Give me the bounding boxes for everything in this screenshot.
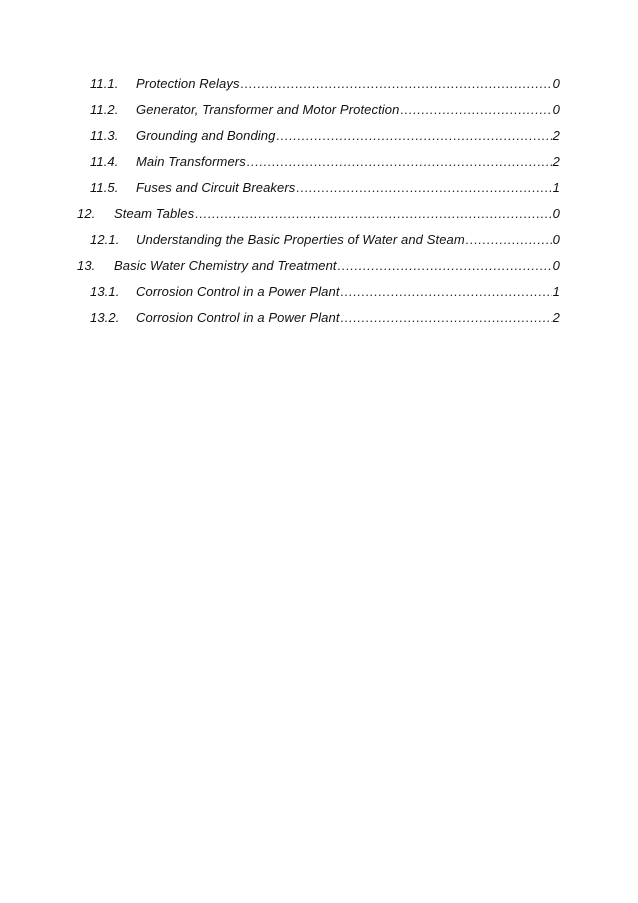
dot-leader bbox=[247, 152, 552, 172]
dot-leader bbox=[341, 308, 552, 328]
toc-entry-number: 11.4. bbox=[90, 154, 119, 169]
toc-entry-page-number: 0 bbox=[552, 76, 560, 91]
toc-entry-title: Understanding the Basic Properties of Water and Steam bbox=[136, 232, 465, 247]
toc-entry-11-4[interactable] bbox=[90, 152, 560, 172]
toc-entry-title: Protection Relays bbox=[136, 76, 240, 91]
toc-entry-title: Grounding and Bonding bbox=[136, 128, 276, 143]
toc-entry-page-number: 2 bbox=[552, 310, 560, 325]
toc-entry-number: 11.1. bbox=[90, 76, 119, 91]
dot-leader bbox=[195, 204, 551, 224]
dot-leader bbox=[466, 230, 552, 250]
dot-leader bbox=[276, 126, 551, 146]
toc-entry-title: Generator, Transformer and Motor Protection bbox=[136, 102, 400, 117]
toc-entry-title: Corrosion Control in a Power Plant bbox=[136, 284, 340, 299]
toc-entry-11-1[interactable] bbox=[90, 74, 560, 94]
toc-entry-page-number: 0 bbox=[552, 102, 560, 117]
toc-entry-number: 12. bbox=[77, 206, 96, 221]
toc-entry-title: Basic Water Chemistry and Treatment bbox=[114, 258, 337, 273]
toc-entry-page-number: 0 bbox=[552, 206, 560, 221]
toc-entry-title: Corrosion Control in a Power Plant bbox=[136, 310, 340, 325]
toc-entry-title: Fuses and Circuit Breakers bbox=[136, 180, 296, 195]
toc-entry-12[interactable] bbox=[77, 204, 560, 224]
toc-entry-11-3[interactable] bbox=[90, 126, 560, 146]
toc-entry-page-number: 1 bbox=[552, 180, 560, 195]
toc-entry-number: 11.5. bbox=[90, 180, 119, 195]
dot-leader bbox=[341, 282, 552, 302]
toc-entry-title: Steam Tables bbox=[114, 206, 195, 221]
toc-entry-13[interactable] bbox=[77, 256, 560, 276]
toc-entry-page-number: 2 bbox=[552, 128, 560, 143]
toc-entry-13-1[interactable] bbox=[90, 282, 560, 302]
toc-entry-number: 13.2. bbox=[90, 310, 120, 325]
dot-leader bbox=[296, 178, 551, 198]
toc-entry-11-2[interactable] bbox=[90, 100, 560, 120]
toc-entry-11-5[interactable] bbox=[90, 178, 560, 198]
toc-entry-title: Main Transformers bbox=[136, 154, 246, 169]
toc-entry-number: 12.1. bbox=[90, 232, 120, 247]
toc-entry-number: 11.2. bbox=[90, 102, 119, 117]
toc-entry-page-number: 2 bbox=[552, 154, 560, 169]
toc-entry-page-number: 1 bbox=[552, 284, 560, 299]
dot-leader bbox=[241, 74, 552, 94]
toc-entry-number: 13. bbox=[77, 258, 96, 273]
dot-leader bbox=[400, 100, 551, 120]
toc-entry-page-number: 0 bbox=[552, 258, 560, 273]
toc-entry-page-number: 0 bbox=[552, 232, 560, 247]
toc-entry-number: 13.1. bbox=[90, 284, 120, 299]
toc-entry-number: 11.3. bbox=[90, 128, 119, 143]
dot-leader bbox=[338, 256, 552, 276]
toc-entry-12-1[interactable] bbox=[90, 230, 560, 250]
toc-entry-13-2[interactable] bbox=[90, 308, 560, 328]
